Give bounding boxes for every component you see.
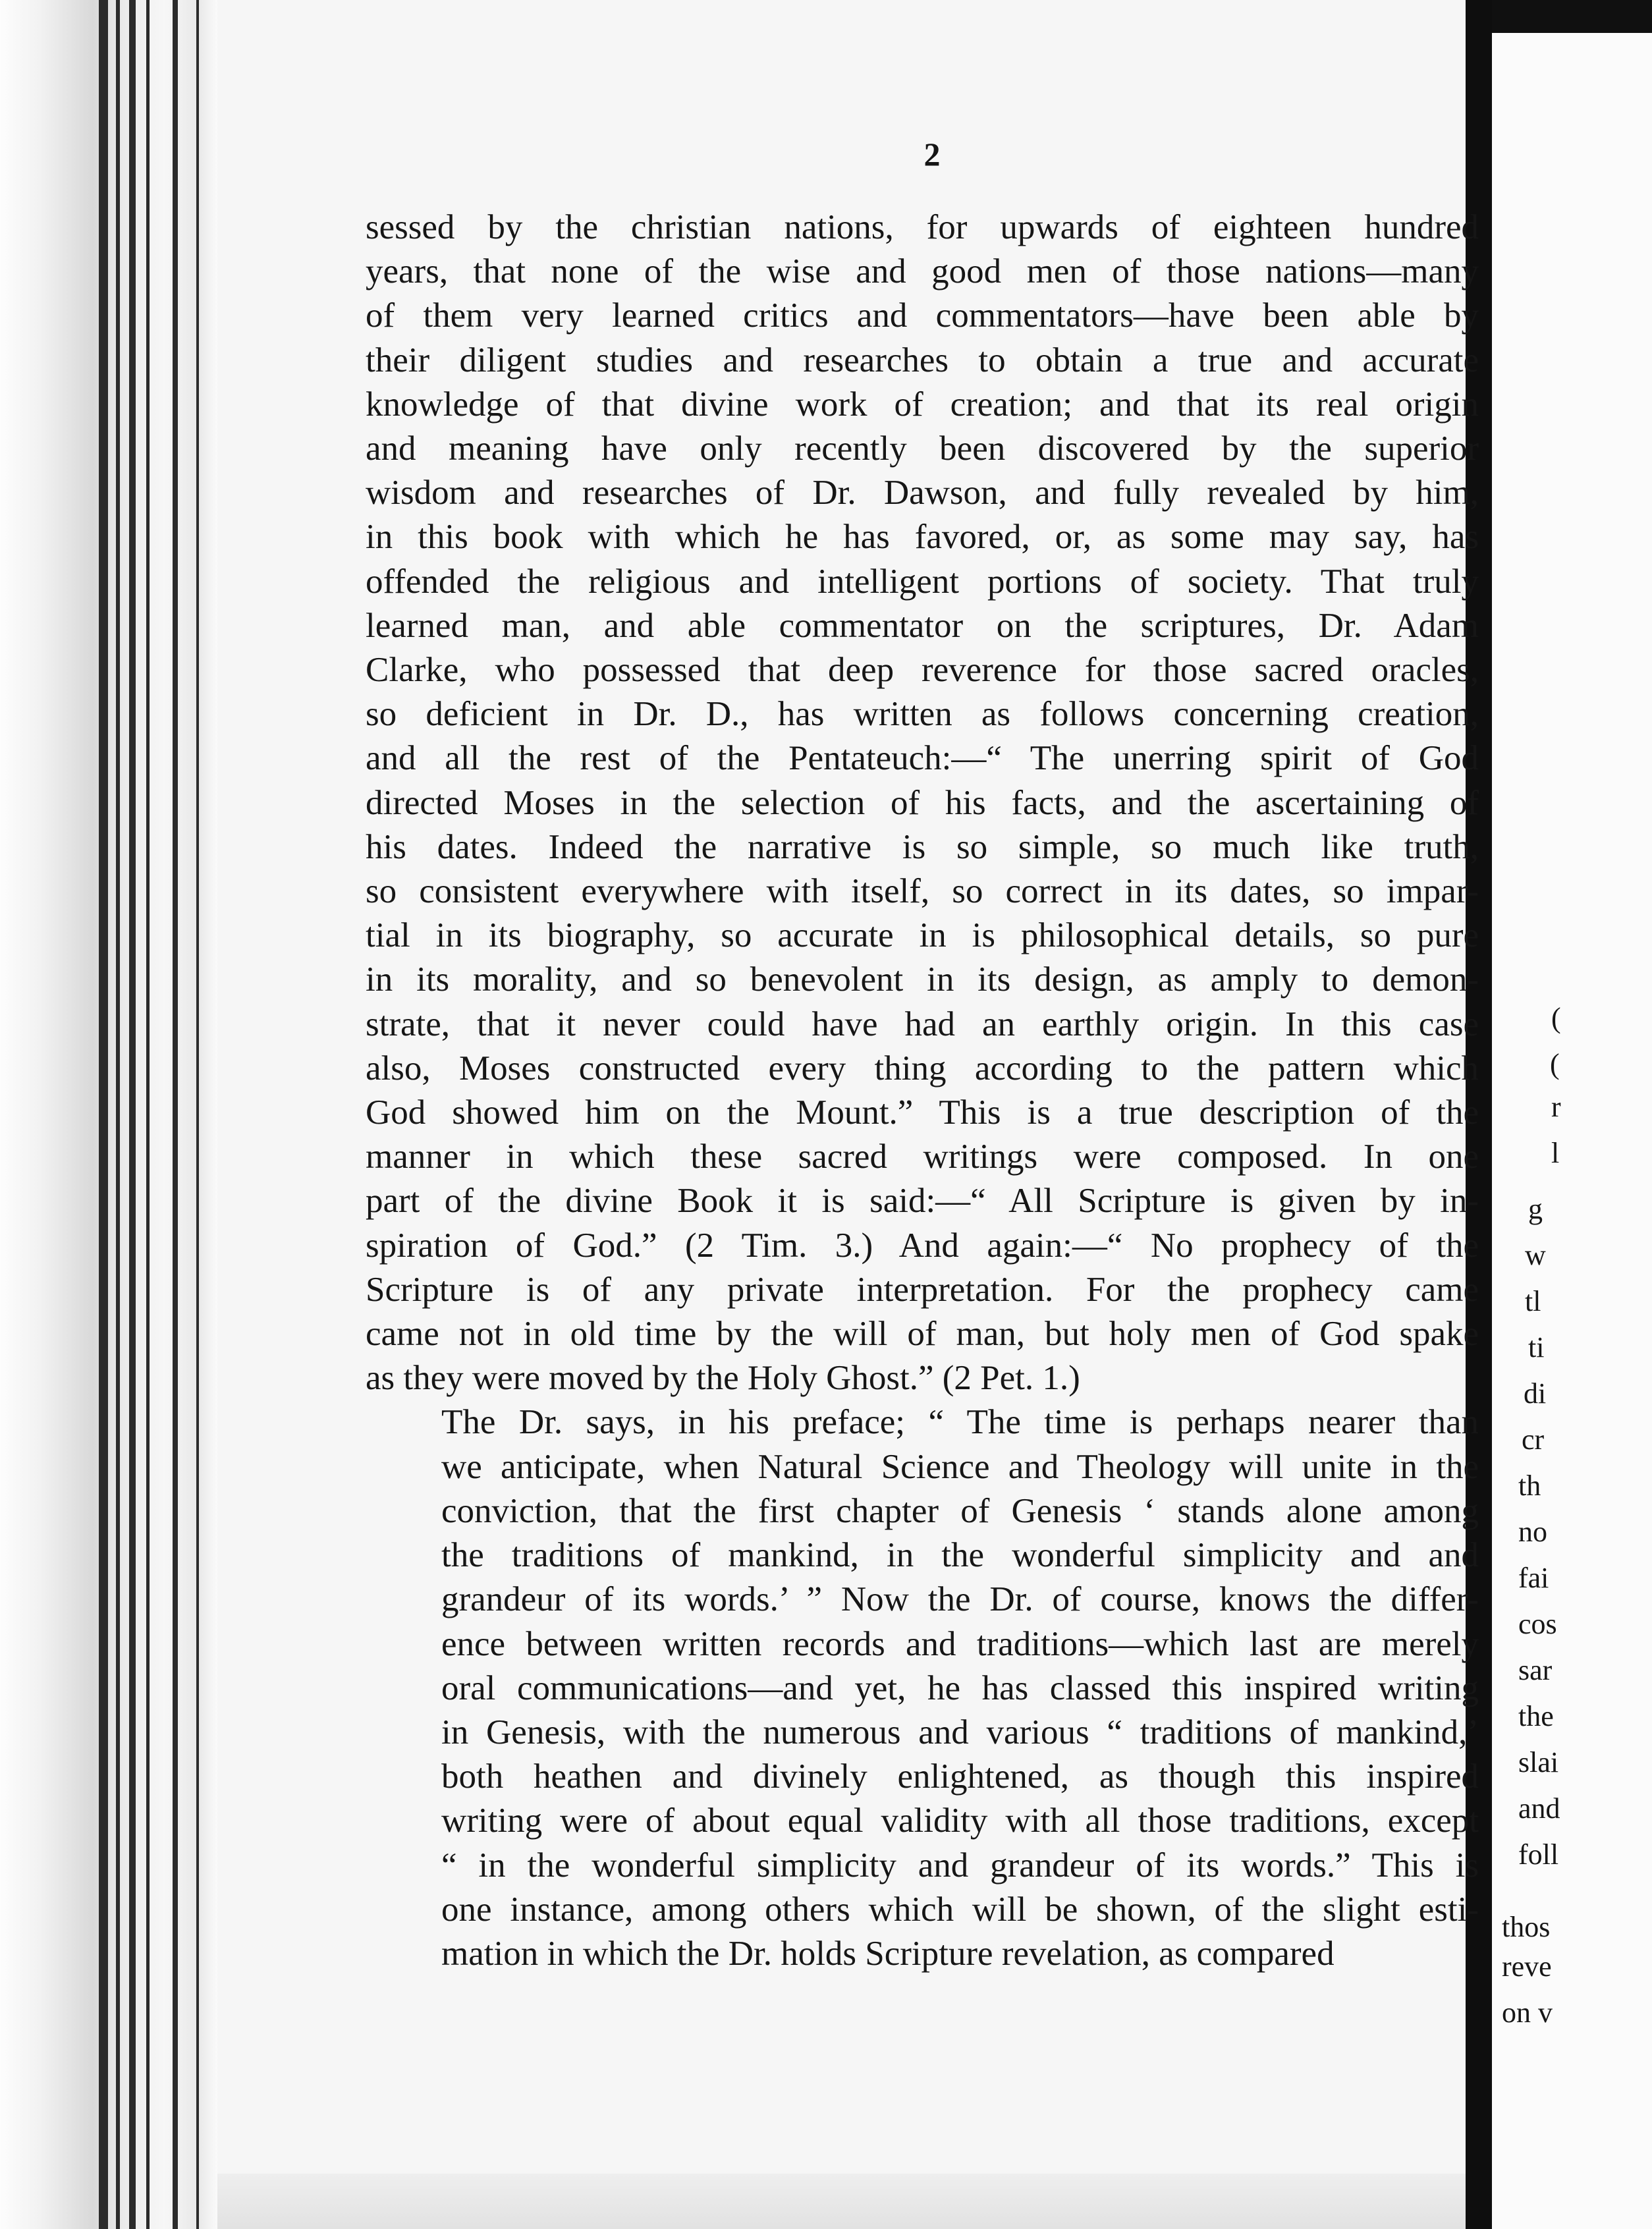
facing-page-text-fragment: l: [1551, 1137, 1560, 1169]
facing-page-text-fragment: slai: [1518, 1746, 1559, 1778]
text-line: Clarke, who possessed that deep reverence for those sacred oracles,: [366, 651, 1479, 690]
text-line: Scripture is of any private interpretation. For the prophecy came: [366, 1270, 1479, 1309]
text-line: so consistent everywhere with itself, so correct in its dates, so impar-: [366, 872, 1479, 911]
text-line: also, Moses constructed every thing according to the pattern which: [366, 1049, 1479, 1087]
facing-page-top-edge: [1492, 0, 1652, 33]
text-line: his dates. Indeed the narrative is so simple, so much like truth,: [366, 827, 1479, 866]
text-line: learned man, and able commentator on the scriptures, Dr. Adam: [366, 606, 1479, 645]
text-line: The Dr. says, in his preface; “ The time is perhaps nearer than: [441, 1403, 1479, 1442]
facing-page-text-fragment: reve: [1502, 1950, 1552, 1983]
text-line: tial in its biography, so accurate in is philosophical details, so pure: [366, 916, 1479, 955]
text-line: spiration of God.” (2 Tim. 3.) And again:—“ No prophecy of the: [366, 1226, 1479, 1265]
text-line: grandeur of its words.’ ” Now the Dr. of course, knows the differ-: [441, 1580, 1479, 1619]
text-line: their diligent studies and researches to obtain a true and accurate: [366, 341, 1479, 379]
text-line: wisdom and researches of Dr. Dawson, and fully revealed by him,: [366, 474, 1479, 512]
facing-page-text-fragment: sar: [1518, 1654, 1553, 1686]
facing-page-text-fragment: and: [1518, 1792, 1560, 1825]
text-line: and meaning have only recently been discovered by the superior: [366, 429, 1479, 468]
text-line: conviction, that the first chapter of Genesis ‘ stands alone among: [441, 1491, 1479, 1530]
page-bottom-edge: [217, 2174, 1466, 2229]
text-line: sessed by the christian nations, for upwards of eighteen hundred: [366, 208, 1479, 246]
facing-page-text-fragment: th: [1518, 1470, 1541, 1502]
paragraph-1: [366, 206, 1479, 1400]
text-line: writing were of about equal validity with all those traditions, except: [441, 1802, 1479, 1840]
text-line: strate, that it never could have had an earthly origin. In this case: [366, 1004, 1479, 1043]
text-line: and all the rest of the Pentateuch:—“ The unerring spirit of God: [366, 739, 1479, 778]
text-line: the traditions of mankind, in the wonderful simplicity and and: [441, 1536, 1479, 1575]
book-binding: [0, 0, 217, 2229]
facing-page-text-fragment: fai: [1518, 1562, 1549, 1594]
text-line: ence between written records and traditions—which last are merely: [441, 1624, 1479, 1663]
page-number: 2: [923, 136, 941, 173]
facing-page-text-fragment: foll: [1518, 1838, 1559, 1871]
facing-page-text-fragment: di: [1524, 1377, 1547, 1410]
text-line: we anticipate, when Natural Science and Theology will unite in the: [441, 1447, 1479, 1486]
facing-page-text-fragment: the: [1518, 1700, 1554, 1732]
text-line: oral communications—and yet, he has classed this inspired writing: [441, 1668, 1479, 1707]
text-line: came not in old time by the will of man, but holy men of God spake: [366, 1315, 1479, 1354]
facing-page-text-fragment: tl: [1525, 1285, 1541, 1317]
body-text: [366, 206, 1479, 1976]
text-line: mation in which the Dr. holds Scripture revelation, as compared: [441, 1934, 1335, 1973]
facing-page-text-fragment: (: [1551, 1002, 1561, 1034]
text-line: years, that none of the wise and good men of those nations—many: [366, 252, 1479, 291]
paragraph-2: [366, 1400, 1479, 1976]
text-line: part of the divine Book it is said:—“ All Scripture is given by in-: [366, 1182, 1479, 1221]
facing-page-text-fragment: ti: [1528, 1331, 1545, 1363]
text-line: so deficient in Dr. D., has written as follows concerning creation,: [366, 695, 1479, 734]
facing-page-text-fragment: (: [1550, 1048, 1560, 1080]
text-line: in Genesis, with the numerous and various “ traditions of mankind,’: [441, 1713, 1479, 1751]
text-line: manner in which these sacred writings were composed. In one: [366, 1138, 1479, 1176]
text-line: knowledge of that divine work of creation; and that its real origin: [366, 385, 1479, 424]
facing-page: [1492, 33, 1652, 2229]
text-line: God showed him on the Mount.” This is a true description of the: [366, 1093, 1479, 1132]
text-line: one instance, among others which will be shown, of the slight esti-: [441, 1890, 1479, 1929]
facing-page-text-fragment: on v: [1502, 1996, 1553, 2029]
text-line: directed Moses in the selection of his facts, and the ascertaining of: [366, 783, 1479, 822]
text-line: offended the religious and intelligent portions of society. That truly: [366, 562, 1479, 601]
facing-page-text-fragment: cos: [1518, 1608, 1557, 1640]
text-line: as they were moved by the Holy Ghost.” (2 Pet. 1.): [366, 1359, 1080, 1398]
facing-page-text-fragment: no: [1518, 1516, 1547, 1548]
text-line: of them very learned critics and commentators—have been able by: [366, 296, 1479, 335]
text-line: in this book with which he has favored, or, as some may say, has: [366, 518, 1479, 557]
facing-page-text-fragment: w: [1525, 1239, 1546, 1271]
facing-page-text-fragment: g: [1528, 1193, 1543, 1225]
text-line: in its morality, and so benevolent in its design, as amply to demon-: [366, 960, 1479, 999]
facing-page-text-fragment: thos: [1502, 1911, 1551, 1943]
facing-page-text-fragment: cr: [1522, 1423, 1545, 1456]
facing-page-text-fragment: r: [1551, 1091, 1561, 1123]
text-line: both heathen and divinely enlightened, as though this inspired: [441, 1757, 1479, 1796]
text-line: “ in the wonderful simplicity and grandeur of its words.” This is: [441, 1846, 1479, 1885]
